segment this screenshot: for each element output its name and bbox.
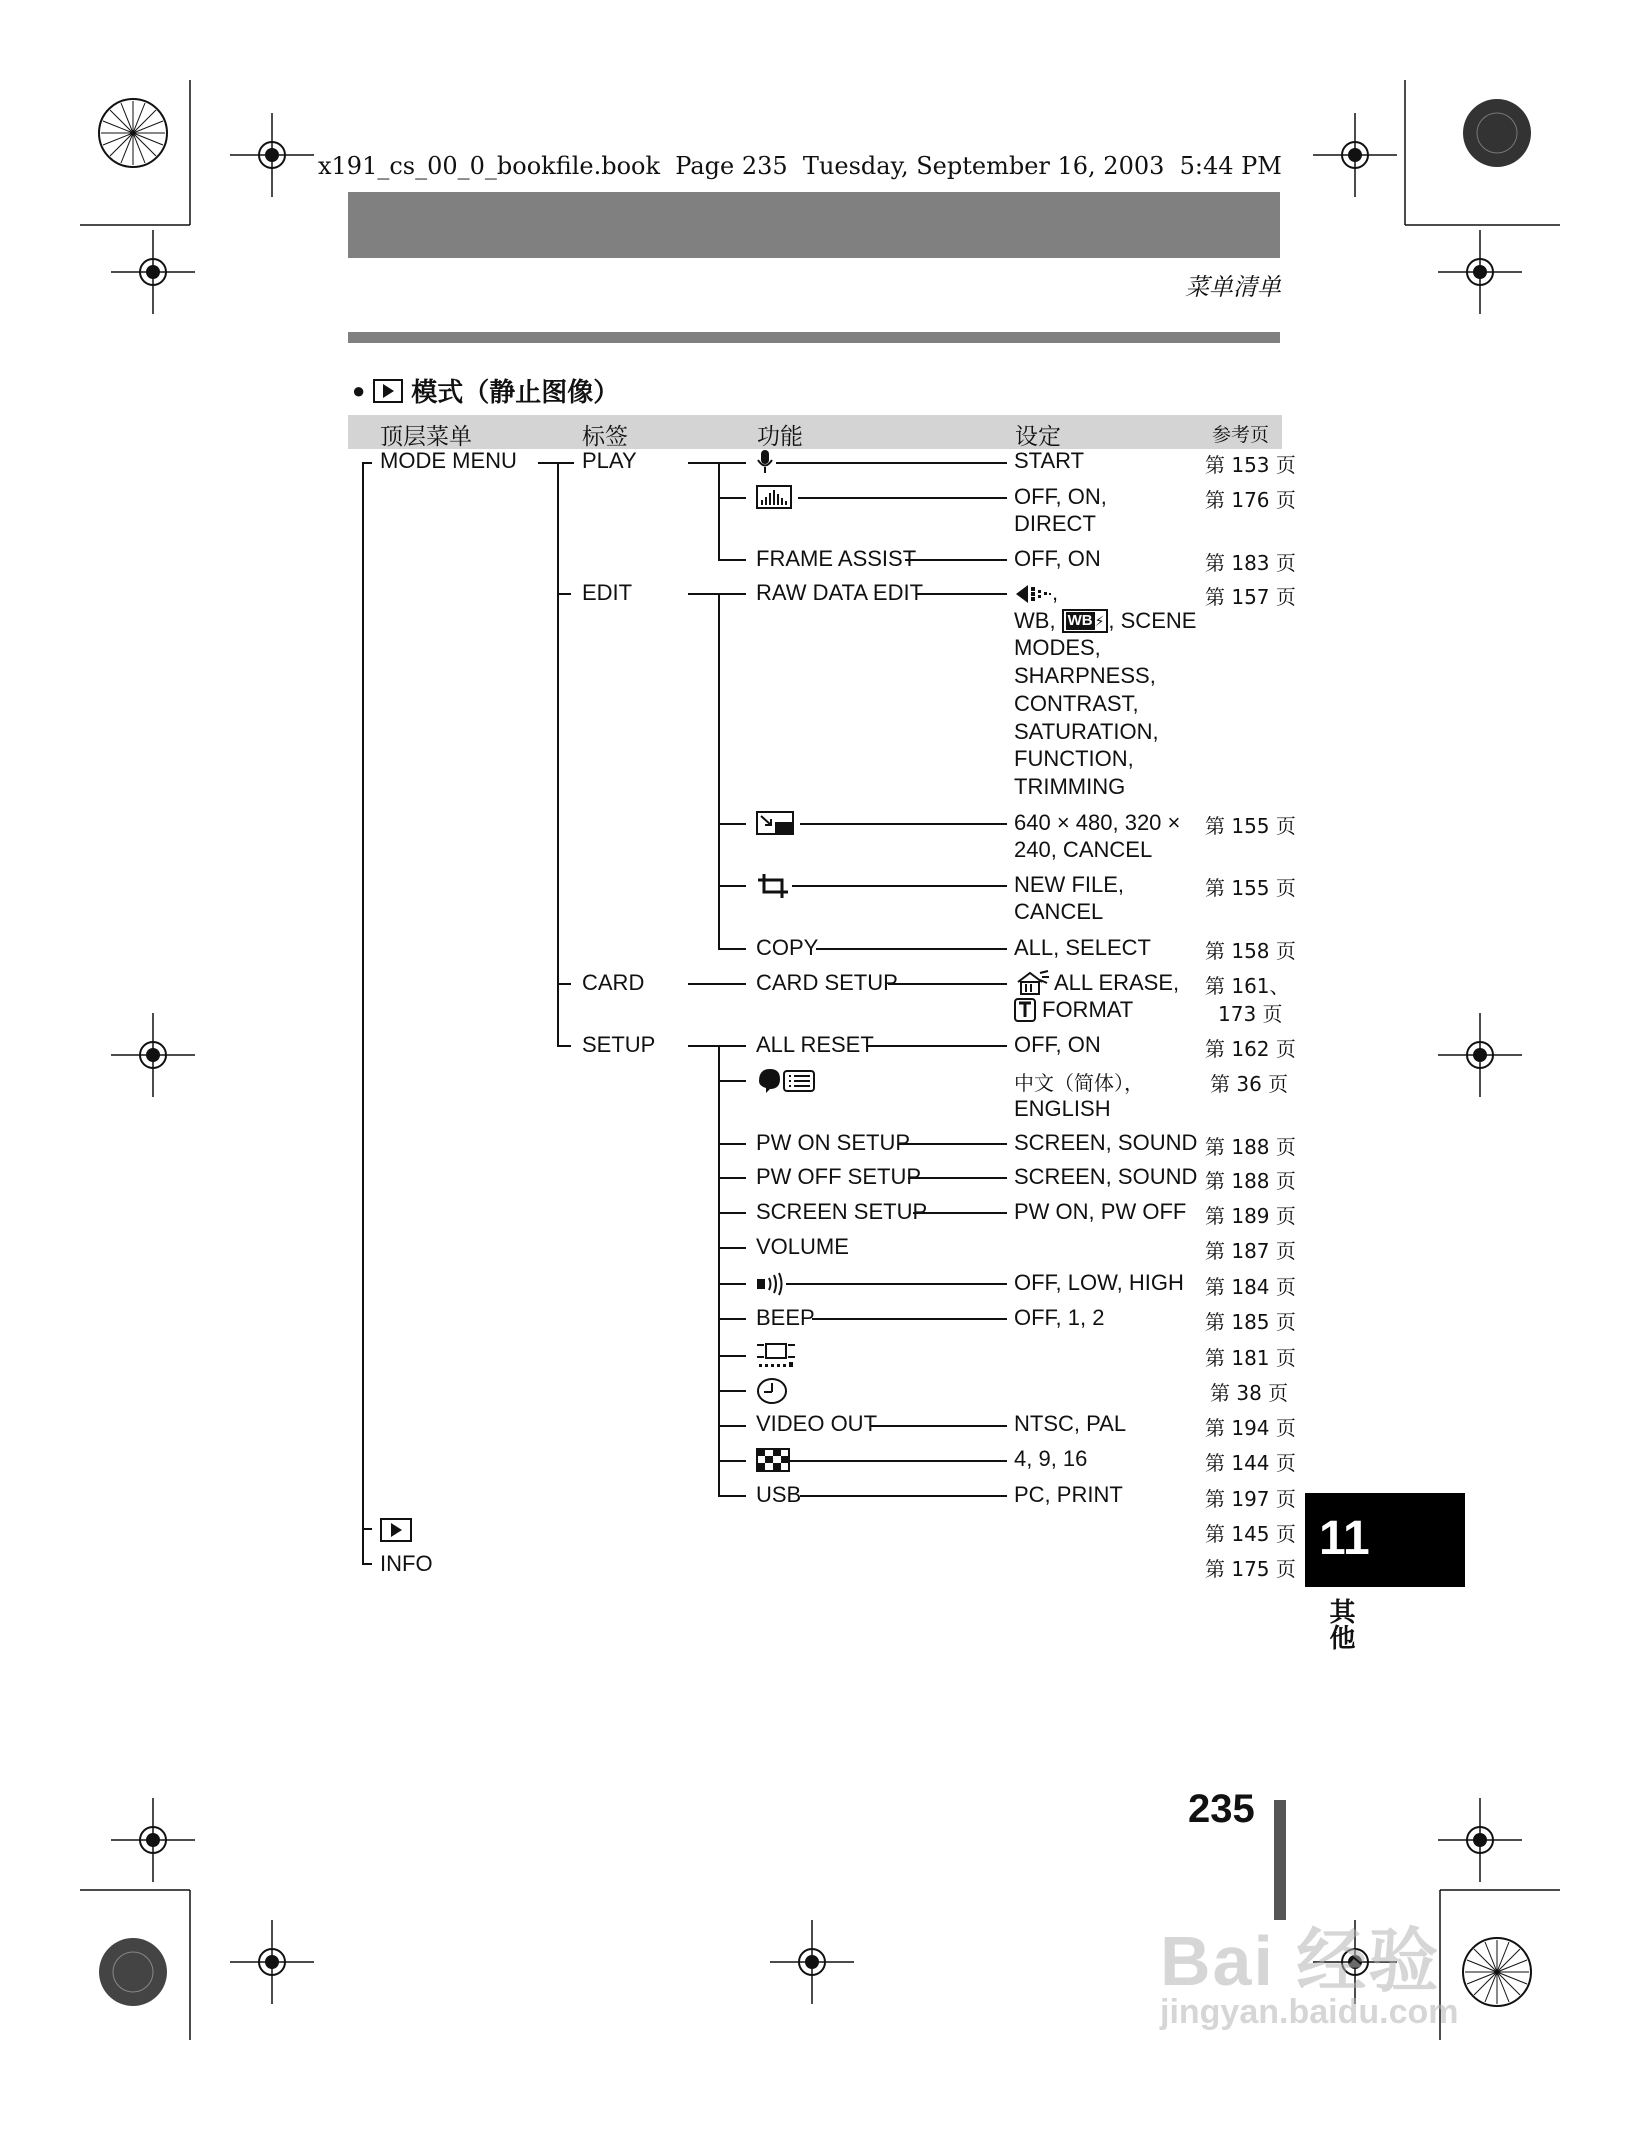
set-grid: 4, 9, 16	[1014, 1446, 1088, 1471]
set-all-select: ALL, SELECT	[1014, 935, 1151, 960]
set-format: FORMAT	[1042, 997, 1134, 1022]
page-ref: 第 153 页	[1205, 453, 1296, 477]
set-lang-2: ENGLISH	[1014, 1096, 1111, 1121]
tab-setup: SETUP	[582, 1032, 656, 1057]
set-off-1-2: OFF, 1, 2	[1014, 1305, 1105, 1330]
speaker-icon	[756, 1272, 786, 1296]
set-raw-trimming: TRIMMING	[1014, 774, 1126, 799]
page-ref: 第 194 页	[1205, 1416, 1296, 1440]
set-off-on-reset: OFF, ON	[1014, 1032, 1101, 1057]
page-ref: 第 157 页	[1205, 585, 1296, 609]
header-bar	[348, 192, 1280, 258]
page-ref: 第 175 页	[1205, 1557, 1296, 1581]
page-ref: 第 184 页	[1205, 1275, 1296, 1299]
set-all-erase: ALL ERASE,	[1054, 970, 1180, 995]
tab-play: PLAY	[582, 448, 637, 473]
page-ref: 第 161、	[1205, 974, 1290, 998]
func-video-out: VIDEO OUT	[756, 1411, 878, 1436]
set-raw-wb: WB,	[1014, 608, 1056, 633]
bullet-icon: ●	[352, 377, 366, 403]
col-setting: 设定	[1015, 424, 1061, 450]
func-frame-assist: FRAME ASSIST	[756, 546, 917, 571]
chapter-label: 其他	[1325, 1598, 1355, 1650]
col-page: 参考页	[1212, 424, 1270, 446]
wb-flash-icon: WB ⚡	[1062, 609, 1109, 633]
page-ref: 第 144 页	[1205, 1451, 1296, 1475]
tab-card: CARD	[582, 970, 645, 995]
erase-all-icon	[1014, 970, 1050, 996]
func-all-reset: ALL RESET	[756, 1032, 874, 1057]
set-screen-sound-1: SCREEN, SOUND	[1014, 1130, 1198, 1155]
page-ref: 第 155 页	[1205, 814, 1296, 838]
monitor-brightness-icon	[756, 1342, 796, 1370]
page-number: 235	[1188, 1787, 1255, 1831]
set-raw-line2	[1014, 608, 1196, 634]
page-ref: 第 189 页	[1205, 1204, 1296, 1228]
chapter-tab	[1305, 1493, 1465, 1587]
play-mode-icon	[373, 379, 403, 403]
set-raw-comma: ,	[1052, 580, 1059, 605]
language-icon	[756, 1067, 816, 1095]
func-volume: VOLUME	[756, 1234, 849, 1259]
page-ref: 第 176 页	[1205, 488, 1296, 512]
microphone-icon	[756, 449, 774, 475]
histogram-icon	[756, 485, 792, 509]
func-usb: USB	[756, 1482, 802, 1507]
func-pw-off-setup: PW OFF SETUP	[756, 1164, 921, 1189]
header-right-title: 菜单清单	[1185, 273, 1281, 301]
page-ref: 第 188 页	[1205, 1135, 1296, 1159]
info-label: INFO	[380, 1551, 433, 1576]
header-rule	[348, 332, 1280, 343]
resize-icon	[756, 811, 794, 835]
func-card-setup: CARD SETUP	[756, 970, 898, 995]
format-icon	[1014, 998, 1036, 1022]
set-raw-modes: MODES,	[1014, 635, 1101, 660]
col-tab: 标签	[582, 424, 628, 450]
watermark-logo: Bai 经验	[1160, 1922, 1441, 2000]
file-info-line: x191_cs_00_0_bookfile.book Page 235 Tuesday, September 16, 2003 5:44 PM	[318, 152, 1282, 180]
set-pc-print: PC, PRINT	[1014, 1482, 1123, 1507]
set-start: START	[1014, 448, 1085, 473]
section-title: 模式（静止图像）	[411, 378, 620, 408]
playback-icon	[380, 1518, 412, 1542]
set-raw-contrast: CONTRAST,	[1014, 691, 1139, 716]
set-screen-sound-2: SCREEN, SOUND	[1014, 1164, 1198, 1189]
func-copy: COPY	[756, 935, 819, 960]
page-ref: 第 145 页	[1205, 1522, 1296, 1546]
watermark-url: jingyan.baidu.com	[1160, 1993, 1459, 2031]
page-number-bar	[1274, 1800, 1286, 1920]
func-screen-setup: SCREEN SETUP	[756, 1199, 928, 1224]
col-top-menu: 顶层菜单	[380, 424, 472, 450]
page-ref: 第 197 页	[1205, 1487, 1296, 1511]
page-ref: 第 187 页	[1205, 1239, 1296, 1263]
set-newfile-1: NEW FILE,	[1014, 872, 1125, 897]
set-off-on-direct-1: OFF, ON,	[1014, 484, 1107, 509]
set-ntsc-pal: NTSC, PAL	[1014, 1411, 1127, 1436]
set-pw-on-off: PW ON, PW OFF	[1014, 1199, 1187, 1224]
page-ref: 173 页	[1218, 1002, 1283, 1026]
set-lang-1: 中文（简体），	[1014, 1071, 1144, 1095]
clock-icon	[756, 1377, 788, 1405]
set-raw-saturation: SATURATION,	[1014, 719, 1159, 744]
tab-edit: EDIT	[582, 580, 633, 605]
page-ref: 第 36 页	[1210, 1072, 1289, 1096]
set-raw-function: FUNCTION,	[1014, 746, 1134, 771]
set-resize-1: 640 × 480, 320 ×	[1014, 810, 1181, 835]
page-ref: 第 181 页	[1205, 1346, 1296, 1370]
page-ref: 第 162 页	[1205, 1037, 1296, 1061]
page-ref: 第 185 页	[1205, 1310, 1296, 1334]
set-off-on-direct-2: DIRECT	[1014, 511, 1096, 536]
page-ref: 第 38 页	[1210, 1381, 1289, 1405]
trimming-icon	[756, 872, 790, 900]
col-function: 功能	[757, 424, 803, 450]
set-off-on-frame: OFF, ON	[1014, 546, 1101, 571]
page-ref: 第 188 页	[1205, 1169, 1296, 1193]
section-heading	[352, 372, 619, 409]
set-resize-2: 240, CANCEL	[1014, 837, 1153, 862]
image-quality-icon	[1014, 583, 1054, 605]
func-beep: BEEP	[756, 1305, 815, 1330]
mode-menu-label: MODE MENU	[380, 448, 517, 473]
func-pw-on-setup: PW ON SETUP	[756, 1130, 911, 1155]
func-raw-data-edit: RAW DATA EDIT	[756, 580, 924, 605]
page-ref: 第 158 页	[1205, 939, 1296, 963]
set-raw-sharpness: SHARPNESS,	[1014, 663, 1156, 688]
index-display-icon	[756, 1448, 790, 1472]
page-ref: 第 183 页	[1205, 551, 1296, 575]
set-raw-scene: , SCENE	[1108, 608, 1197, 633]
set-off-low-high: OFF, LOW, HIGH	[1014, 1270, 1184, 1295]
chapter-number: 11	[1319, 1512, 1370, 1565]
table-header-band	[348, 415, 1282, 449]
page-ref: 第 155 页	[1205, 876, 1296, 900]
set-newfile-2: CANCEL	[1014, 899, 1104, 924]
